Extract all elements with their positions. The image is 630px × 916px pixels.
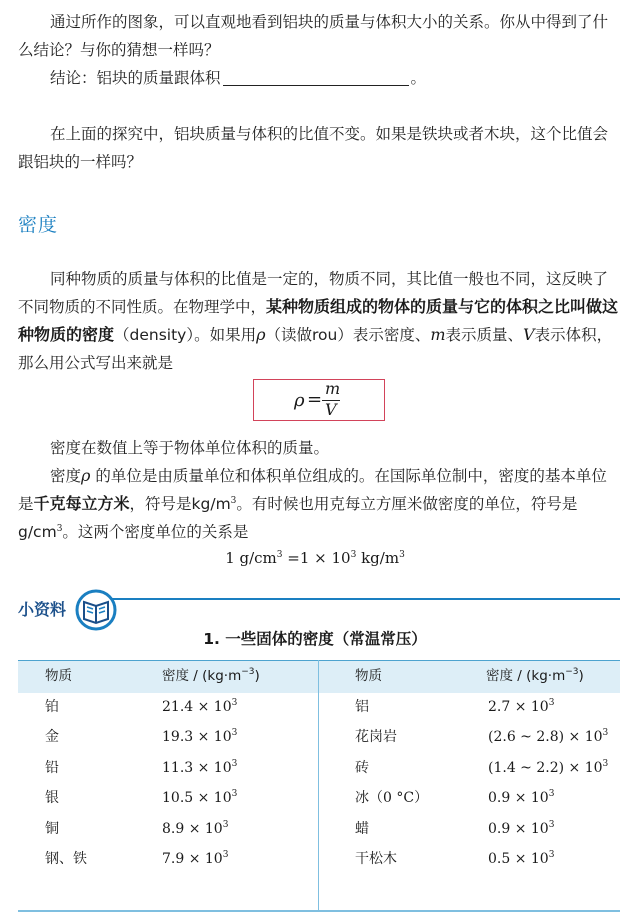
density-value <box>162 758 237 778</box>
rel-sup-b: 3 <box>350 550 357 560</box>
times-ten: × 10 <box>197 729 232 745</box>
substance-name: 砖 <box>355 760 369 776</box>
unit-text-b: 的单位是由质量单位和体积单位组成的。在国际单位制中，密度的基本单位是 <box>18 467 607 513</box>
substance-name: 钢、铁 <box>45 851 87 867</box>
table-bottom-rule <box>18 910 620 912</box>
exponent: 3 <box>548 820 555 830</box>
times-ten: × 10 <box>514 821 549 837</box>
def-text-5: 表示体积，那么用公式写出来就是 <box>18 326 613 372</box>
formula-equals: = <box>307 389 323 410</box>
exponent: 3 <box>222 820 229 830</box>
exponent: 3 <box>602 759 609 769</box>
density-definition-paragraph <box>18 265 620 377</box>
exponent: 3 <box>231 759 238 769</box>
def-bold: 某种物质组成的物体的质量与它的体积之比叫做这种物质的密度 <box>18 297 619 344</box>
times-ten: × 10 <box>188 821 223 837</box>
exponent: 3 <box>231 698 238 708</box>
def-text-3: （读做rou）表示密度、 <box>265 326 431 344</box>
times-ten: × 10 <box>514 699 549 715</box>
def-text-4: 表示质量、 <box>445 326 524 344</box>
header-density-right <box>486 666 584 686</box>
header-density-left <box>162 666 260 686</box>
substance-name: 铅 <box>45 760 59 776</box>
unit-sup-1: 3 <box>230 496 237 506</box>
answer-blank[interactable] <box>223 67 409 86</box>
header-substance-left: 物质 <box>45 668 72 684</box>
density-value <box>488 697 554 717</box>
rel-sup-c: 3 <box>399 550 405 560</box>
exponent: 3 <box>548 698 555 708</box>
hdr-d-right-close: ) <box>578 668 584 684</box>
conclusion-text: 结论：铝块的质量跟体积 <box>50 69 221 87</box>
density-mantissa: 7.9 <box>162 851 185 867</box>
density-value <box>162 849 228 869</box>
unit-bold: 千克每立方米 <box>33 494 130 513</box>
intro-paragraph: 通过所作的图象，可以直观地看到铝块的质量与体积大小的关系。你从中得到了什么结论？与你的猜想一样吗？ <box>18 13 609 59</box>
conclusion-line <box>18 64 620 92</box>
unit-relation <box>0 549 630 567</box>
hdr-d-left-close: ) <box>254 668 260 684</box>
rel-mid: =1 × 10 <box>282 549 351 567</box>
unit-text-c: ，符号是kg/m <box>129 495 231 513</box>
density-mantissa: 10.5 <box>162 790 194 806</box>
substance-name: 铜 <box>45 821 59 837</box>
def-text-2: （density）。如果用 <box>114 326 257 344</box>
density-value <box>488 727 608 747</box>
hdr-d-left: 密度 / (kg·m <box>162 668 242 684</box>
density-mantissa: (1.4 ~ 2.2) <box>488 760 565 776</box>
formula-denominator: V <box>325 400 337 419</box>
density-value <box>162 788 237 808</box>
density-mantissa: 2.7 <box>488 699 511 715</box>
exponent: 3 <box>548 850 555 860</box>
formula-numerator: m <box>325 379 341 398</box>
rho-symbol: ρ <box>256 325 266 344</box>
exponent: 3 <box>231 728 238 738</box>
rel-left: 1 g/cm <box>225 549 277 567</box>
substance-name: 干松木 <box>355 851 397 867</box>
density-mantissa: 0.5 <box>488 851 511 867</box>
rel-sup-a: 3 <box>276 550 283 560</box>
times-ten: × 10 <box>188 851 223 867</box>
unit-sup-2: 3 <box>56 524 63 534</box>
density-mantissa: 19.3 <box>162 729 194 745</box>
times-ten: × 10 <box>514 790 549 806</box>
section-title: 密度 <box>18 214 59 236</box>
exponent: 3 <box>222 850 229 860</box>
density-value <box>488 788 554 808</box>
times-ten: × 10 <box>514 851 549 867</box>
exponent: 3 <box>231 789 238 799</box>
rel-right: kg/m <box>356 549 400 567</box>
density-value <box>162 819 228 839</box>
substance-name: 金 <box>45 729 59 745</box>
unit-rho: ρ <box>81 466 91 485</box>
exponent: 3 <box>548 789 555 799</box>
density-formula-box <box>253 379 385 421</box>
substance-name: 铂 <box>45 699 59 715</box>
density-value <box>488 849 554 869</box>
numeric-meaning-paragraph: 密度在数值上等于物体单位体积的质量。 <box>50 439 330 457</box>
question-paragraph: 在上面的探究中，铝块质量与体积的比值不变。如果是铁块或者木块，这个比值会跟铝块的一样吗？ <box>18 125 609 171</box>
substance-name: 银 <box>45 790 59 806</box>
density-value <box>488 758 608 778</box>
conclusion-end: 。 <box>410 69 427 87</box>
def-text-1: 同种物质的质量与体积的比值是一定的，物质不同，其比值一般也不同，这反映了不同物质的不同性质。在物理学中， <box>18 270 609 316</box>
header-substance-right: 物质 <box>355 668 382 684</box>
density-value <box>162 697 237 717</box>
times-ten: × 10 <box>197 699 232 715</box>
substance-name: 冰（0 °C） <box>355 790 429 806</box>
density-mantissa: 0.9 <box>488 821 511 837</box>
density-mantissa: 8.9 <box>162 821 185 837</box>
exponent: 3 <box>602 728 609 738</box>
sidebar-label: 小资料 <box>18 600 67 619</box>
times-ten: × 10 <box>197 790 232 806</box>
density-value <box>162 727 237 747</box>
table-column-divider <box>318 660 319 910</box>
density-mantissa: (2.6 ~ 2.8) <box>488 729 565 745</box>
substance-name: 蜡 <box>355 821 369 837</box>
unit-paragraph <box>18 462 620 546</box>
unit-text-a: 密度 <box>50 467 82 485</box>
times-ten: × 10 <box>197 760 232 776</box>
density-value <box>488 819 554 839</box>
unit-text-d: 。有时候也用克每立方厘米做密度的单位，符号是g/cm <box>18 495 578 541</box>
formula-rho: ρ <box>294 390 305 411</box>
sidebar-rule <box>112 598 620 600</box>
substance-name: 铝 <box>355 699 369 715</box>
density-mantissa: 11.3 <box>162 760 194 776</box>
hdr-d-right-sup: −3 <box>565 667 579 677</box>
book-icon <box>74 588 118 632</box>
times-ten: × 10 <box>568 760 603 776</box>
hdr-d-right: 密度 / (kg·m <box>486 668 566 684</box>
v-symbol: V <box>523 325 535 344</box>
times-ten: × 10 <box>568 729 603 745</box>
density-mantissa: 0.9 <box>488 790 511 806</box>
m-symbol: m <box>430 325 446 344</box>
hdr-d-left-sup: −3 <box>241 667 255 677</box>
unit-text-e: 。这两个密度单位的关系是 <box>62 523 249 541</box>
density-mantissa: 21.4 <box>162 699 194 715</box>
substance-name: 花岗岩 <box>355 729 397 745</box>
table-title: 1. 一些固体的密度（常温常压） <box>203 630 427 648</box>
